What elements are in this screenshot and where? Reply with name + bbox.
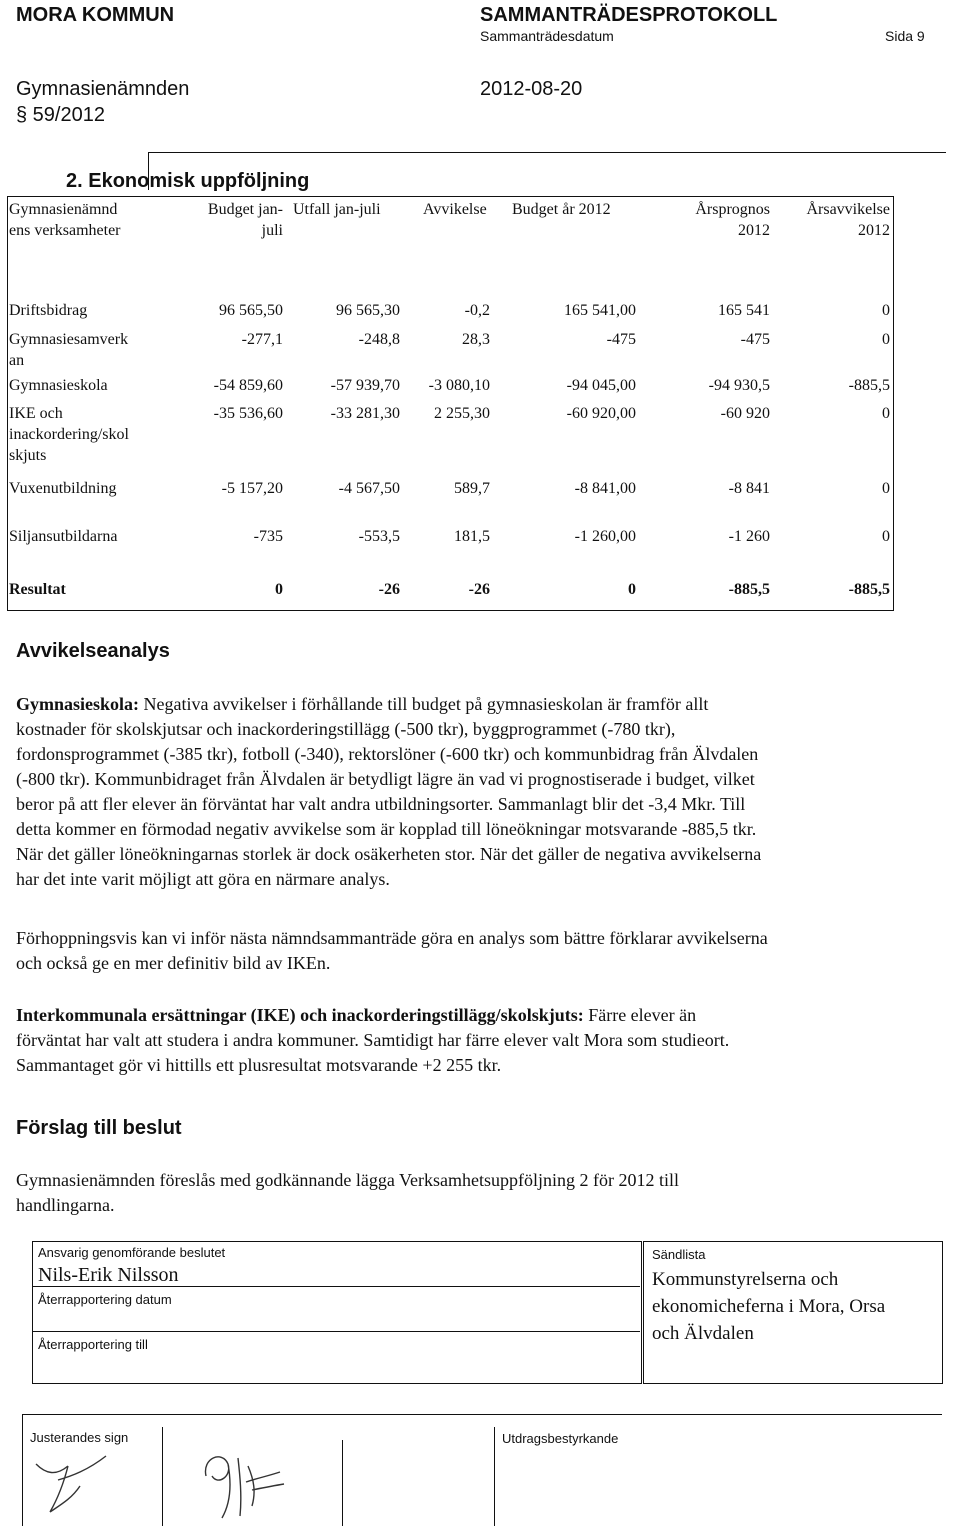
extract-label: Utdragsbestyrkande [502,1431,619,1446]
table-cell: -5 157,20 [221,480,283,497]
table-cell: -8 841 [728,480,770,497]
board-name: Gymnasienämnden [16,78,190,100]
table-cell: -4 567,50 [338,480,400,497]
row-label [9,526,117,547]
column-header [512,199,611,220]
table-cell: -277,1 [241,331,283,348]
total-cell: -26 [378,581,400,598]
header-text: Utfall jan-juli [293,201,381,218]
responsible-box [32,1241,642,1384]
send-list-item: Kommunstyrelserna och [652,1269,839,1290]
send-list-item: och Älvdalen [652,1323,754,1344]
header-text: Budget år 2012 [512,201,611,218]
column-header [183,199,283,241]
row-label-text: Driftsbidrag [9,302,88,319]
table-cell: 0 [882,405,890,422]
row-label-text: skjuts [9,447,47,464]
divider [342,1440,343,1526]
header-text: Avvikelse [423,201,487,218]
table-cell: -885,5 [848,377,890,394]
divider [32,1331,640,1332]
text-line: fordonsprogrammet (-385 tkr), fotboll (-340), rektorslöner (-600 tkr) och kommunbidrag från Älvdalen [16,744,759,764]
table-cell: 165 541,00 [564,302,636,319]
header-rule [148,152,946,153]
table-cell: -248,8 [358,331,400,348]
section-title: 2. Ekonomisk uppföljning [66,170,310,192]
analysis-paragraph-1 [16,692,951,892]
row-label [9,478,116,499]
column-header [9,199,121,241]
row-label-text: Gymnasieskola [9,377,108,394]
analysis-paragraph-3 [16,1003,951,1078]
row-label-text: an [9,352,25,369]
text-line: beror på att fler elever än förväntat har valt andra utbildningsorter. Sammanlagt blir det -3,4 Mkr. Till [16,794,746,814]
table-cell: -33 281,30 [330,405,400,422]
header-text: Gymnasienämnd [9,201,118,218]
text-line: har det inte varit möjligt att göra en närmare analys. [16,869,390,889]
table-cell: -1 260,00 [574,528,636,545]
table-cell: -54 859,60 [213,377,283,394]
table-cell: -60 920,00 [566,405,636,422]
table-cell: 589,7 [454,480,490,497]
table-cell: 0 [882,331,890,348]
header-text: 2012 [858,222,890,239]
table-cell: 2 255,30 [434,405,490,422]
responsible-label: Ansvarig genomförande beslutet [38,1245,226,1260]
table-cell: 165 541 [718,302,770,319]
column-header [783,199,890,241]
text-line: kostnader för skolskjutsar och inackorderingstillägg (-500 tkr), byggprogrammet (-780 tkr), [16,719,676,739]
header-text: juli [261,222,283,239]
header-text: Budget jan- [207,201,283,218]
table-cell: 28,3 [462,331,490,348]
text-line: handlingarna. [16,1195,115,1215]
divider [494,1427,495,1526]
table-cell: 0 [882,480,890,497]
paragraph-lead: Interkommunala ersättningar (IKE) och inackorderingstillägg/skolskjuts: [16,1005,584,1025]
text-line: Negativa avvikelser i förhållande till budget på gymnasieskolan är framför allt [139,694,709,714]
row-label-text: Vuxenutbildning [9,480,117,497]
column-header [293,199,381,220]
text-line: När det gäller löneökningarnas storlek är dock osäkerheten stor. När det gäller de negativa avvikelserna [16,844,762,864]
row-label-text: inackordering/skol [9,426,129,443]
row-label [9,375,108,396]
proposal-text [16,1168,951,1218]
table-cell: 0 [882,302,890,319]
text-line: (-800 tkr). Kommunbidraget från Älvdalen är betydligt lägre än vad vi prognostiserade i budget, vilket [16,769,755,789]
table-cell: -735 [253,528,283,545]
row-label-text: IKE och [9,405,63,422]
row-label-text: Siljansutbildarna [9,528,118,545]
table-cell: -35 536,60 [213,405,283,422]
report-date-label: Återrapportering datum [38,1292,172,1307]
proposal-heading: Förslag till beslut [16,1117,182,1139]
total-cell: -885,5 [728,581,770,598]
text-line: Förhoppningsvis kan vi inför nästa nämndsammanträde göra en analys som bättre förklarar avvikelserna [16,928,768,948]
send-list-label: Sändlista [652,1247,706,1262]
row-label [9,329,128,371]
send-list [652,1266,885,1347]
table-cell: -3 080,10 [428,377,490,394]
divider [22,1414,23,1526]
table-cell: -0,2 [464,302,490,319]
table-cell: 181,5 [454,528,490,545]
report-to-label: Återrapportering till [38,1337,148,1352]
total-cell: 0 [275,581,283,598]
row-label [9,403,129,466]
text-line: detta kommer en förmodad negativ avvikelse som är kopplad till löneökningar motsvarande -885,5 tkr. [16,819,757,839]
text-line: och också ge en mer definitiv bild av IKEn. [16,953,331,973]
document-type: SAMMANTRÄDESPROTOKOLL [480,4,778,26]
meeting-date-label: Sammanträdesdatum [480,28,614,44]
column-header [423,199,487,220]
table-cell: 96 565,50 [219,302,283,319]
table-cell: -553,5 [358,528,400,545]
table-cell: 96 565,30 [336,302,400,319]
text-line: Färre elever än [583,1005,697,1025]
total-cell: 0 [628,581,636,598]
analysis-paragraph-2 [16,926,951,976]
total-cell: -885,5 [848,581,890,598]
row-label [9,300,87,321]
header-text: 2012 [738,222,770,239]
page-number: Sida 9 [885,28,925,44]
meeting-date: 2012-08-20 [480,78,583,100]
org-name: MORA KOMMUN [16,4,175,26]
row-label-text: Gymnasiesamverk [9,331,129,348]
text-line: Gymnasienämnden föreslås med godkännande lägga Verksamhetsuppföljning 2 för 2012 till [16,1170,680,1190]
responsible-name: Nils-Erik Nilsson [38,1264,179,1286]
signature-1-icon [28,1446,118,1522]
table-cell: 0 [882,528,890,545]
adjust-sign-label: Justerandes sign [30,1430,129,1445]
text-line: Sammantaget gör vi hittills ett plusresultat motsvarande +2 255 tkr. [16,1055,502,1075]
table-cell: -475 [606,331,636,348]
table-cell: -8 841,00 [574,480,636,497]
header-text: Årsprognos [695,201,770,218]
send-list-item: ekonomicheferna i Mora, Orsa [652,1296,886,1317]
table-cell: -1 260 [728,528,770,545]
table-cell: -94 045,00 [566,377,636,394]
header-text: ens verksamheter [9,222,121,239]
analysis-heading: Avvikelseanalys [16,640,170,662]
table-cell: -94 930,5 [708,377,770,394]
divider [162,1427,163,1526]
table-cell: -57 939,70 [330,377,400,394]
text-line: förväntat har valt att studera i andra kommuner. Samtidigt har färre elever valt Mora som studieort. [16,1030,730,1050]
paragraph-number: § 59/2012 [16,104,105,126]
total-cell: -26 [468,581,490,598]
signature-2-icon [192,1446,302,1524]
table-cell: -475 [740,331,770,348]
column-header [675,199,770,241]
table-cell: -60 920 [720,405,770,422]
total-label: Resultat [9,581,66,598]
paragraph-lead: Gymnasieskola: [16,694,140,714]
header-text: Årsavvikelse [806,201,890,218]
signature-rule [22,1414,942,1415]
